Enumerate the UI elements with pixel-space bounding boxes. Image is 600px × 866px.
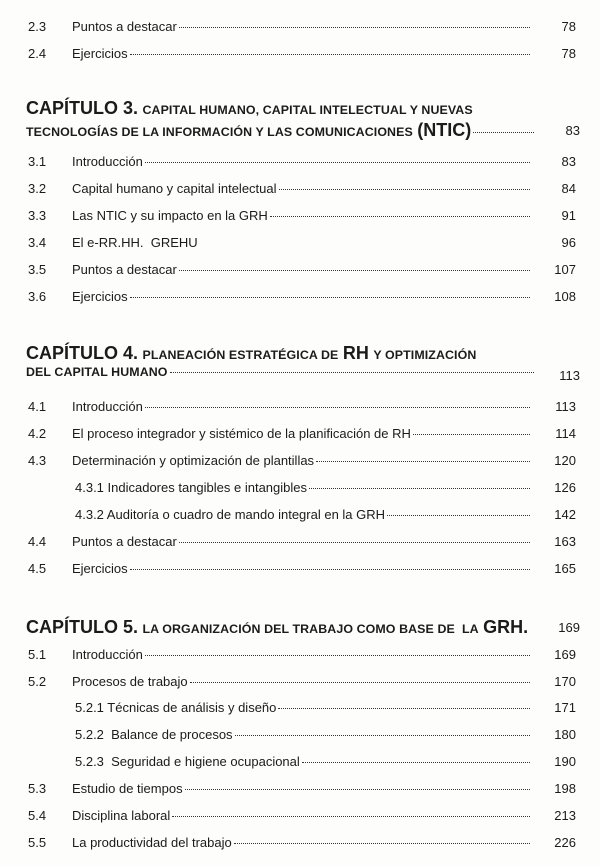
dot-leader xyxy=(279,189,530,190)
entry-number: 4.4 xyxy=(28,534,47,549)
entry-title: Las NTIC y su impacto en la GRH xyxy=(72,208,268,223)
toc-entry xyxy=(0,645,600,665)
dot-leader xyxy=(185,789,530,790)
entry-number: 4.3 xyxy=(28,453,47,468)
chapter-page: 83 xyxy=(565,123,580,138)
dot-leader xyxy=(190,682,530,683)
entry-title: Introducción xyxy=(72,154,143,169)
dot-leader xyxy=(278,708,530,709)
chapter-title-line2: DEL CAPITAL HUMANO xyxy=(26,365,168,379)
entry-number: 5.4 xyxy=(28,808,47,823)
chapter-page: 113 xyxy=(559,368,580,383)
dot-leader xyxy=(145,162,530,163)
dot-leader xyxy=(130,54,530,55)
entry-page: 213 xyxy=(554,808,576,823)
entry-title: Disciplina laboral xyxy=(72,808,171,823)
entry-number: 5.5 xyxy=(28,835,47,850)
toc-entry xyxy=(0,233,600,253)
entry-page: 78 xyxy=(561,19,576,34)
entry-page: 78 xyxy=(561,46,576,61)
entry-number: 4.2 xyxy=(28,426,47,441)
entry-page: 163 xyxy=(554,534,576,549)
chapter-acronym: (NTIC) xyxy=(417,120,472,140)
entry-page: 91 xyxy=(561,208,576,223)
toc-entry xyxy=(0,672,600,692)
entry-page: 83 xyxy=(561,154,576,169)
entry-page: 198 xyxy=(554,781,576,796)
toc-entry xyxy=(0,260,600,280)
chapter-acronym: GRH. xyxy=(483,617,529,637)
entry-number: 5.2 xyxy=(28,674,47,689)
entry-page: 142 xyxy=(554,507,576,522)
entry-number: 2.4 xyxy=(28,46,47,61)
chapter-title-line1: CAPITAL HUMANO, CAPITAL INTELECTUAL Y NUEVAS xyxy=(142,103,473,117)
entry-number: 3.4 xyxy=(28,235,47,250)
dot-leader xyxy=(316,461,530,462)
entry-title: Ejercicios xyxy=(72,289,128,304)
entry-title: Procesos de trabajo xyxy=(72,674,188,689)
dot-leader xyxy=(309,488,530,489)
dot-leader xyxy=(302,762,530,763)
chapter-acronym: RH xyxy=(342,343,369,363)
entry-title: Introducción xyxy=(72,399,143,414)
entry-page: 226 xyxy=(554,835,576,850)
toc-subentry xyxy=(0,752,600,772)
entry-page: 84 xyxy=(561,181,576,196)
entry-page: 169 xyxy=(554,647,576,662)
entry-page: 113 xyxy=(555,399,576,414)
dot-leader xyxy=(130,297,530,298)
toc-entry xyxy=(0,532,600,552)
dot-leader xyxy=(179,542,530,543)
entry-page: 108 xyxy=(554,289,576,304)
dot-leader xyxy=(234,843,530,844)
toc-subentry xyxy=(0,505,600,525)
toc-subentry xyxy=(0,698,600,718)
entry-title: Puntos a destacar xyxy=(72,534,177,549)
chapter-title-line1: LA ORGANIZACIÓN DEL TRABAJO COMO BASE DE LA xyxy=(142,622,479,636)
entry-title: El e-RR.HH. GREHU xyxy=(72,235,198,250)
entry-title: Puntos a destacar xyxy=(72,262,177,277)
entry-title: Capital humano y capital intelectual xyxy=(72,181,277,196)
toc-entry xyxy=(0,451,600,471)
toc-entry xyxy=(0,287,600,307)
toc-entry xyxy=(0,44,600,64)
dot-leader xyxy=(387,515,530,516)
entry-number: 3.5 xyxy=(28,262,47,277)
entry-title: Puntos a destacar xyxy=(72,19,177,34)
chapter-label: CAPÍTULO 3. xyxy=(26,98,139,118)
dot-leader xyxy=(170,372,534,373)
entry-page: 120 xyxy=(554,453,576,468)
entry-number: 3.1 xyxy=(28,154,47,169)
toc-entry xyxy=(0,779,600,799)
dot-leader xyxy=(179,27,530,28)
entry-number: 5.3 xyxy=(28,781,47,796)
dot-leader xyxy=(145,655,530,656)
entry-number: 3.6 xyxy=(28,289,47,304)
entry-title: Determinación y optimización de plantillas xyxy=(72,453,315,468)
toc-subentry xyxy=(0,478,600,498)
toc-entry xyxy=(0,833,600,853)
chapter-page: 169 xyxy=(558,620,580,635)
dot-leader xyxy=(413,434,530,435)
entry-title: Ejercicios xyxy=(72,561,128,576)
entry-title: Ejercicios xyxy=(72,46,128,61)
entry-title: La productividad del trabajo xyxy=(72,835,232,850)
entry-title: 5.2.1 Técnicas de análisis y diseño xyxy=(75,700,277,715)
entry-title: 4.3.1 Indicadores tangibles e intangibles xyxy=(75,480,307,495)
entry-title: Estudio de tiempos xyxy=(72,781,183,796)
entry-title: 4.3.2 Auditoría o cuadro de mando integral en la GRH xyxy=(75,507,386,522)
chapter-title-line2: TECNOLOGÍAS DE LA INFORMACIÓN Y LAS COMUNICACIONES xyxy=(26,125,413,139)
chapter-5-heading xyxy=(26,617,578,639)
dot-leader xyxy=(235,735,530,736)
entry-page: 190 xyxy=(554,754,576,769)
toc-entry xyxy=(0,559,600,579)
entry-page: 170 xyxy=(554,674,576,689)
dot-leader xyxy=(172,816,530,817)
dot-leader xyxy=(145,407,530,408)
dot-leader xyxy=(179,270,530,271)
toc-subentry xyxy=(0,725,600,745)
entry-title: Introducción xyxy=(72,647,143,662)
entry-number: 3.3 xyxy=(28,208,47,223)
entry-page: 107 xyxy=(554,262,576,277)
toc-entry xyxy=(0,806,600,826)
entry-page: 180 xyxy=(554,727,576,742)
dot-leader xyxy=(270,216,530,217)
dot-leader xyxy=(130,569,530,570)
toc-entry xyxy=(0,17,600,37)
entry-title: 5.2.2 Balance de procesos xyxy=(75,727,233,742)
chapter-title-line1-end: Y OPTIMIZACIÓN xyxy=(373,348,477,362)
dot-leader xyxy=(473,132,534,133)
toc-entry xyxy=(0,179,600,199)
entry-page: 165 xyxy=(554,561,576,576)
chapter-3-heading xyxy=(26,98,578,142)
entry-number: 2.3 xyxy=(28,19,47,34)
entry-number: 3.2 xyxy=(28,181,47,196)
entry-number: 4.5 xyxy=(28,561,47,576)
entry-title: El proceso integrador y sistémico de la planificación de RH xyxy=(72,426,411,441)
entry-title: 5.2.3 Seguridad e higiene ocupacional xyxy=(75,754,300,769)
toc-entry xyxy=(0,397,600,417)
entry-page: 96 xyxy=(561,235,576,250)
entry-number: 5.1 xyxy=(28,647,47,662)
chapter-title-line1: PLANEACIÓN ESTRATÉGICA DE xyxy=(142,348,339,362)
entry-page: 126 xyxy=(554,480,576,495)
entry-number: 4.1 xyxy=(28,399,47,414)
toc-entry xyxy=(0,152,600,172)
toc-entry xyxy=(0,206,600,226)
entry-page: 171 xyxy=(554,700,576,715)
entry-page: 114 xyxy=(555,426,576,441)
chapter-label: CAPÍTULO 4. xyxy=(26,343,139,363)
toc-entry xyxy=(0,424,600,444)
chapter-label: CAPÍTULO 5. xyxy=(26,617,139,637)
chapter-4-heading xyxy=(26,343,578,387)
